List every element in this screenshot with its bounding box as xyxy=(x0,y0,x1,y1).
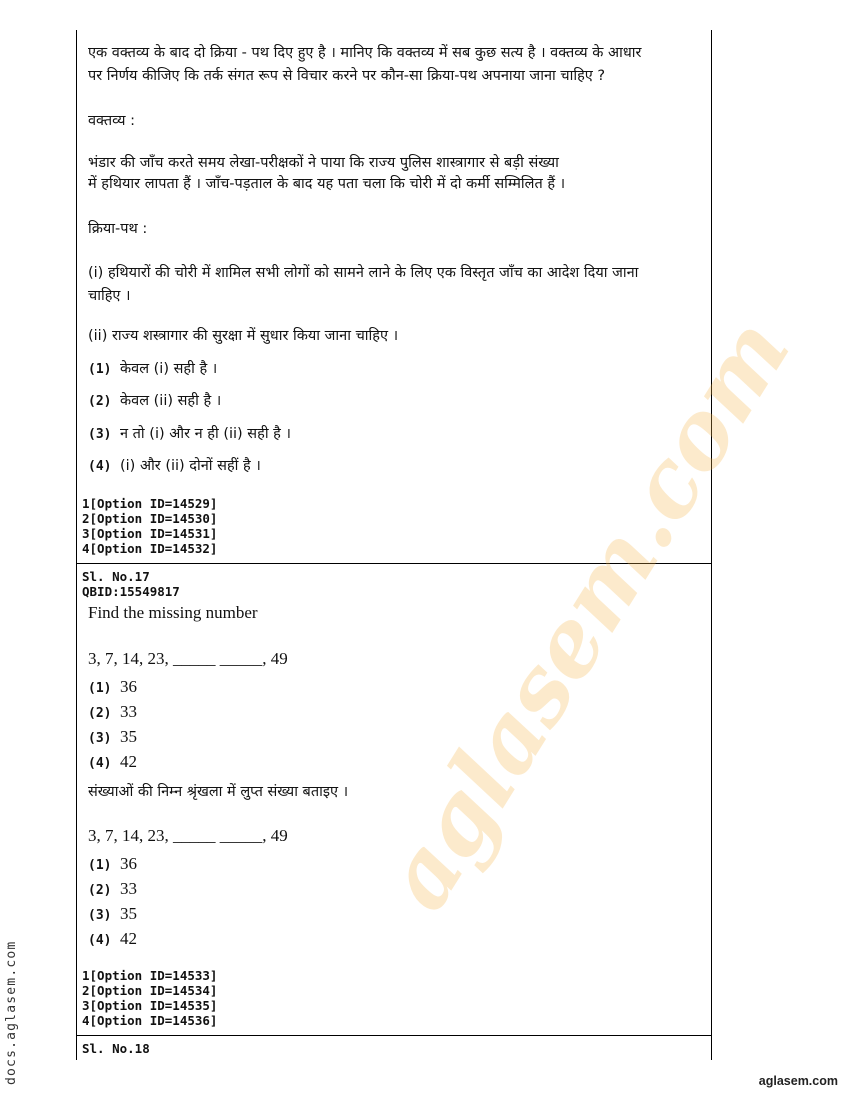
side-url: docs.aglasem.com xyxy=(4,940,19,1085)
q17-question-hi: संख्याओं की निम्न श्रृंखला में लुप्त संख्या बताइए । xyxy=(88,784,349,800)
q16-option-1 xyxy=(88,358,217,378)
option-number: (1) xyxy=(88,362,112,377)
option-text: केवल (i) सही है । xyxy=(120,361,218,377)
q17-option-id-2: 2[Option ID=14534] xyxy=(82,983,218,998)
q16-option-id-1: 1[Option ID=14529] xyxy=(82,496,218,511)
watermark: aglasem.com xyxy=(362,300,811,928)
q17-hi-option-1 xyxy=(88,854,137,874)
option-number: (3) xyxy=(88,908,112,923)
q16-statement-line1: भंडार की जाँच करते समय लेखा-परीक्षकों ने पाया कि राज्य पुलिस शास्त्रागार से बड़ी संख्या xyxy=(88,155,559,171)
q16-option-4 xyxy=(88,455,261,475)
option-number: (4) xyxy=(88,933,112,948)
q18-sl-no: Sl. No.18 xyxy=(82,1041,150,1056)
q17-option-id-3: 3[Option ID=14535] xyxy=(82,998,218,1013)
q17-series-en: 3, 7, 14, 23, _____ _____, 49 xyxy=(88,649,288,668)
option-text: 35 xyxy=(120,904,137,923)
q16-option-2 xyxy=(88,390,221,410)
option-text: न तो (i) और न ही (ii) सही है । xyxy=(120,426,291,442)
q17-hi-option-2 xyxy=(88,879,137,899)
q16-statement-heading: वक्तव्य : xyxy=(88,113,135,129)
option-number: (3) xyxy=(88,427,112,442)
option-number: (4) xyxy=(88,756,112,771)
option-text: केवल (ii) सही है । xyxy=(120,393,222,409)
q16-statement-line2: में हथियार लापता हैं । जाँच-पड़ताल के बाद यह पता चला कि चोरी में दो कर्मी सम्मिलित हैं । xyxy=(88,176,566,192)
option-number: (4) xyxy=(88,459,112,474)
option-text: 36 xyxy=(120,677,137,696)
q17-series-hi: 3, 7, 14, 23, _____ _____, 49 xyxy=(88,826,288,845)
q16-course1-line2: चाहिए । xyxy=(88,288,131,304)
q17-en-option-4 xyxy=(88,752,137,772)
option-text: 35 xyxy=(120,727,137,746)
q17-sl-no: Sl. No.17 xyxy=(82,569,150,584)
separator-q17-q18 xyxy=(76,1035,711,1036)
q16-option-id-3: 3[Option ID=14531] xyxy=(82,526,218,541)
q17-option-id-1: 1[Option ID=14533] xyxy=(82,968,218,983)
q16-course-heading: क्रिया-पथ : xyxy=(88,221,148,237)
q17-question-en: Find the missing number xyxy=(88,603,258,622)
q17-en-option-2 xyxy=(88,702,137,722)
option-number: (2) xyxy=(88,883,112,898)
option-number: (3) xyxy=(88,731,112,746)
option-text: 33 xyxy=(120,879,137,898)
q17-hi-option-4 xyxy=(88,929,137,949)
option-text: 42 xyxy=(120,929,137,948)
q17-en-option-1 xyxy=(88,677,137,697)
q16-option-id-2: 2[Option ID=14530] xyxy=(82,511,218,526)
q16-option-id-4: 4[Option ID=14532] xyxy=(82,541,218,556)
option-number: (2) xyxy=(88,706,112,721)
q17-en-option-3 xyxy=(88,727,137,747)
q16-intro-line1: एक वक्तव्य के बाद दो क्रिया - पथ दिए हुए है । मानिए कि वक्तव्य में सब कुछ सत्य है । वक्तव्य के आधार xyxy=(88,45,642,61)
option-text: 36 xyxy=(120,854,137,873)
q17-hi-option-3 xyxy=(88,904,137,924)
option-number: (2) xyxy=(88,394,112,409)
q17-qbid: QBID:15549817 xyxy=(82,584,180,599)
option-text: (i) और (ii) दोनों सहीं है । xyxy=(120,458,261,474)
footer-site-name: aglasem.com xyxy=(758,1074,838,1088)
q17-option-id-4: 4[Option ID=14536] xyxy=(82,1013,218,1028)
option-text: 42 xyxy=(120,752,137,771)
option-text: 33 xyxy=(120,702,137,721)
q16-course1-line1: (i) हथियारों की चोरी में शामिल सभी लोगों को सामने लाने के लिए एक विस्तृत जाँच का आदेश दिया जाना xyxy=(88,265,639,281)
q16-option-3 xyxy=(88,423,291,443)
q16-course2: (ii) राज्य शस्त्रागार की सुरक्षा में सुधार किया जाना चाहिए । xyxy=(88,328,399,344)
option-number: (1) xyxy=(88,858,112,873)
q16-intro-line2: पर निर्णय कीजिए कि तर्क संगत रूप से विचार करने पर कौन-सा क्रिया-पथ अपनाया जाना चाहिए ? xyxy=(88,68,606,84)
option-number: (1) xyxy=(88,681,112,696)
